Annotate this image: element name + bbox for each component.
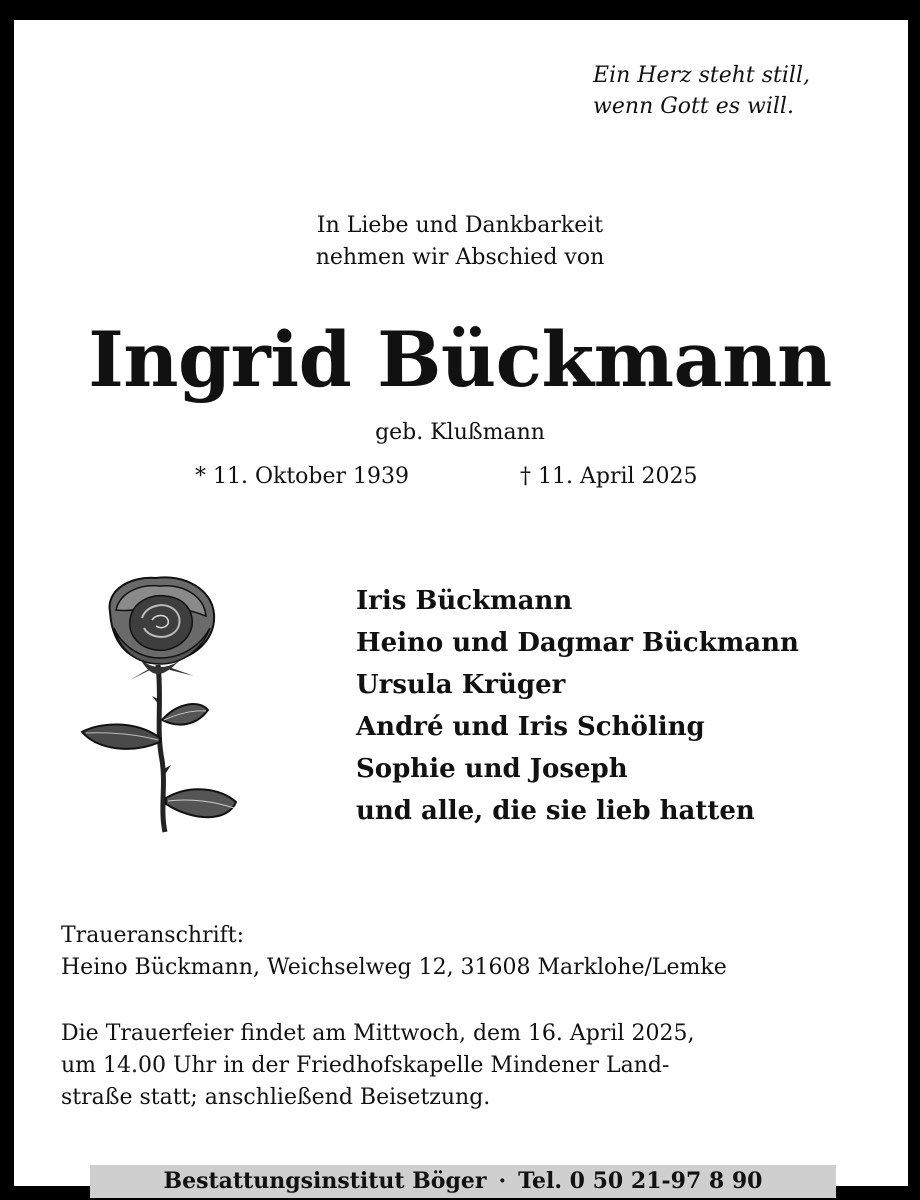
motto-line-2: wenn Gott es will. [593, 94, 794, 119]
death-date: † 11. April 2025 [520, 464, 698, 489]
maiden-name: geb. Klußmann [375, 420, 545, 445]
rose-icon [70, 570, 250, 840]
mourner-name: und alle, die sie lieb hatten [356, 796, 755, 826]
service-line-2: um 14.00 Uhr in der Friedhofskapelle Mindener Land- [61, 1053, 670, 1078]
deceased-name: Ingrid Bückmann [88, 315, 832, 404]
intro-line-1: In Liebe und Dankbarkeit [316, 213, 604, 238]
funeral-home-footer [90, 1165, 836, 1198]
motto-line-1: Ein Herz steht still, [593, 63, 810, 88]
mourning-address [61, 920, 727, 984]
service-line-3: straße statt; anschließend Beisetzung. [61, 1085, 491, 1110]
address-label: Traueranschrift: [61, 923, 245, 948]
mourner-name: André und Iris Schöling [356, 712, 705, 742]
intro-line-2: nehmen wir Abschied von [315, 245, 605, 270]
funeral-home-phone: Tel. 0 50 21-97 8 90 [518, 1168, 763, 1194]
service-notice [61, 1018, 694, 1114]
birth-date: * 11. Oktober 1939 [195, 464, 410, 489]
service-line-1: Die Trauerfeier findet am Mittwoch, dem 16. April 2025, [61, 1021, 695, 1046]
mourner-name: Iris Bückmann [356, 586, 573, 616]
footer-separator: · [498, 1168, 507, 1194]
funeral-home-name: Bestattungsinstitut Böger [163, 1168, 487, 1194]
mourners-list [356, 580, 799, 832]
address-text: Heino Bückmann, Weichselweg 12, 31608 Marklohe/Lemke [61, 955, 727, 980]
mourner-name: Heino und Dagmar Bückmann [356, 628, 799, 658]
mourner-name: Ursula Krüger [356, 670, 566, 700]
intro-text [0, 210, 920, 274]
motto [593, 60, 810, 122]
mourner-name: Sophie und Joseph [356, 754, 628, 784]
